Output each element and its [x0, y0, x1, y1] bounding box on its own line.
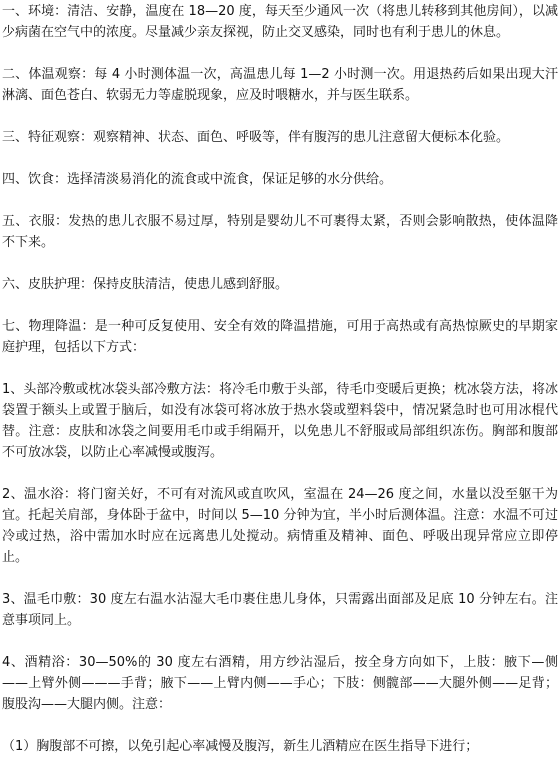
paragraph-warm-bath: 2、温水浴：将门窗关好，不可有对流风或直吹风，室温在 24—26 度之间，水量以没至躯干为宜。托起关肩部，身体卧于盆中，时间以 5—10 分钟为宜，半小时后测体温。注意：水温不可过冷或过热，浴中需加水时应在远离患儿处搅动。病情重及精神、面色、呼吸出现异常应立即停止。 [2, 487, 558, 565]
paragraph-diet: 四、饮食：选择清淡易消化的流食或中流食，保证足够的水分供给。 [2, 172, 393, 187]
paragraph-alcohol-bath: 4、酒精浴：30—50%的 30 度左右酒精，用方纱沾湿后，按全身方向如下，上肢：腋下—侧——上臂外侧———手背；腋下——上臂内侧——手心；下肢：侧髋部——大腿外侧——足背；腹股沟——大腿内侧。注意： [2, 655, 558, 712]
paragraph-environment: 一、环境：清洁、安静，温度在 18—20 度，每天至少通风一次（将患儿转移到其他房间），以减少病菌在空气中的浓度。尽量减少亲友探视，防止交叉感染，同时也有利于患儿的休息。 [2, 4, 558, 40]
paragraph-physical-cooling: 七、物理降温：是一种可反复使用、安全有效的降温措施，可用于高热或有高热惊厥史的早期家庭护理，包括以下方式： [2, 319, 558, 355]
paragraph-symptom-observation: 三、特征观察：观察精神、状态、面色、呼吸等，伴有腹泻的患儿注意留大便标本化验。 [2, 130, 510, 145]
paragraph-warm-towel: 3、温毛巾敷：30 度左右温水沾湿大毛巾裹住患儿身体，只需露出面部及足底 10 分钟左右。注意事项同上。 [2, 592, 558, 628]
paragraph-clothing: 五、衣服：发热的患儿衣服不易过厚，特别是婴幼儿不可裹得太紧，否则会影响散热，使体温降不下来。 [2, 214, 558, 250]
article-body [2, 1, 558, 757]
paragraph-skin-care: 六、皮肤护理：保持皮肤清洁，使患儿感到舒服。 [2, 277, 289, 292]
paragraph-temperature-observation: 二、体温观察：每 4 小时测体温一次，高温患儿每 1—2 小时测一次。用退热药后如果出现大汗淋漓、面色苍白、软弱无力等虚脱现象，应及时喂糖水，并与医生联系。 [2, 67, 558, 103]
paragraph-cold-compress: 1、头部冷敷或枕冰袋头部冷敷方法：将冷毛巾敷于头部，待毛巾变暖后更换；枕冰袋方法，将冰袋置于额头上或置于脑后，如没有冰袋可将冰放于热水袋或塑料袋中，情况紧急时也可用冰棍代替。注意：皮肤和冰袋之间要用毛巾或手绢隔开，以免患儿不舒服或局部组织冻伤。胸部和腹部不可放冰袋，以防止心率减慢或腹泻。 [2, 382, 558, 460]
paragraph-note-1: （1）胸腹部不可擦，以免引起心率减慢及腹泻，新生儿酒精应在医生指导下进行； [2, 739, 479, 754]
